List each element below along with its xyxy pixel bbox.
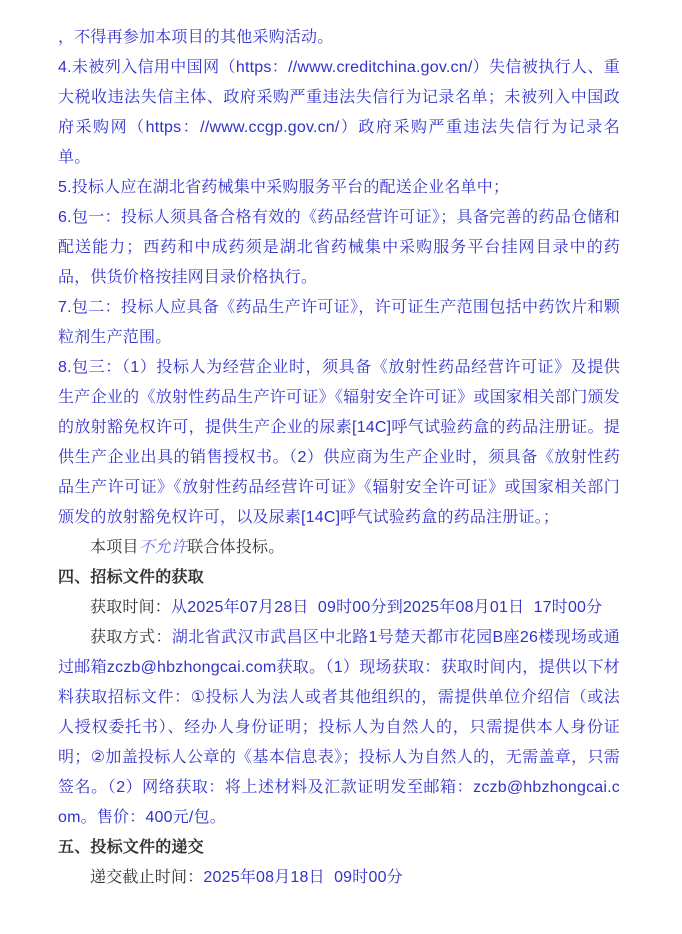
text-run: 8.包三：（1）投标人为经营企业时，须具备《放射性药品经营许可证》及提供生产企业的《放射性药品生产许可证》《辐射安全许可证》或国家相关部门颁发的放射豁免权许可，提供生产企业的尿素[14C]呼气试验药盒的药品注册证。提供生产企业出具的销售授权书。（2）供应商为生产企业时，须具备《放射性药品生产许可证》《放射性药品经营许可证》《辐射安全许可证》或国家相关部门颁发的放射豁免权许可，以及尿素[14C]呼气试验药盒的药品注册证。； bbox=[58, 359, 620, 526]
para-item-4 bbox=[58, 53, 620, 173]
text-run: ，不得再参加本项目的其他采购活动。 bbox=[58, 29, 334, 46]
text-run: 6.包一：投标人须具备合格有效的《药品经营许可证》；具备完善的药品仓储和配送能力；西药和中成药须是湖北省药械集中采购服务平台挂网目录中的药品，供货价格按挂网目录价格执行。 bbox=[58, 209, 620, 286]
para-joint-bid bbox=[58, 533, 620, 563]
deadline-value: 2025年08月18日 09时00分 bbox=[203, 869, 403, 886]
price-text: 。售价：400元/包。 bbox=[80, 809, 226, 826]
email-text: zczb@hbzhongcai.com bbox=[58, 779, 620, 826]
para-item-6 bbox=[58, 203, 620, 293]
para-obtain-method bbox=[58, 623, 620, 833]
section-5-title: 五、投标文件的递交 bbox=[58, 839, 204, 856]
para-obtain-time bbox=[58, 593, 620, 623]
text-run: 本项目 bbox=[90, 539, 139, 556]
text-run: 4.未被列入信用中国网（https：//www.creditchina.gov.cn/）失信被执行人、重大税收违法失信主体、政府采购严重违法失信行为记录名单；未被列入中国政府采购网（https：//www.ccgp.gov.cn/）政府采购严重违法失信行为记录名单。 bbox=[58, 59, 620, 166]
para-item-5 bbox=[58, 173, 620, 203]
not-allowed-emphasis: 不允许 bbox=[138, 539, 188, 556]
heading-section-5 bbox=[58, 833, 620, 863]
email-text: zczb@hbzhongcai.com bbox=[106, 659, 277, 676]
para-continuation bbox=[58, 23, 620, 53]
para-item-8 bbox=[58, 353, 620, 533]
section-4-title: 四、招标文件的获取 bbox=[58, 569, 204, 586]
obtain-time-value: 从2025年07月28日 09时00分到2025年08月01日 17时00分 bbox=[171, 599, 603, 616]
text-run: 联合体投标。 bbox=[187, 539, 285, 556]
text-run: 获取。（1）现场获取：获取时间内，提供以下材料获取招标文件：①投标人为法人或者其他组织的，需提供单位介绍信（或法人授权委托书）、经办人身份证明；投标人为自然人的，只需提供本人身份证明；②加盖投标人公章的《基本信息表》；投标人为自然人的，无需盖章，只需签名。（2）网络获取：将上述材料及汇款证明发至邮箱： bbox=[58, 659, 620, 796]
para-submission-deadline bbox=[58, 863, 620, 893]
obtain-time-label: 获取时间： bbox=[90, 599, 172, 616]
text-run: 5.投标人应在湖北省药械集中采购服务平台的配送企业名单中； bbox=[58, 179, 510, 196]
para-item-7 bbox=[58, 293, 620, 353]
obtain-method-label: 获取方式： bbox=[90, 629, 172, 646]
text-run: 7.包二：投标人应具备《药品生产许可证》，许可证生产范围包括中药饮片和颗粒剂生产范围。 bbox=[58, 299, 620, 346]
text-run: 湖北省武汉市武昌区中北路1号楚天都市花园B座26楼现场或通过邮箱 bbox=[58, 629, 620, 676]
heading-section-4 bbox=[58, 563, 620, 593]
deadline-label: 递交截止时间： bbox=[90, 869, 204, 886]
